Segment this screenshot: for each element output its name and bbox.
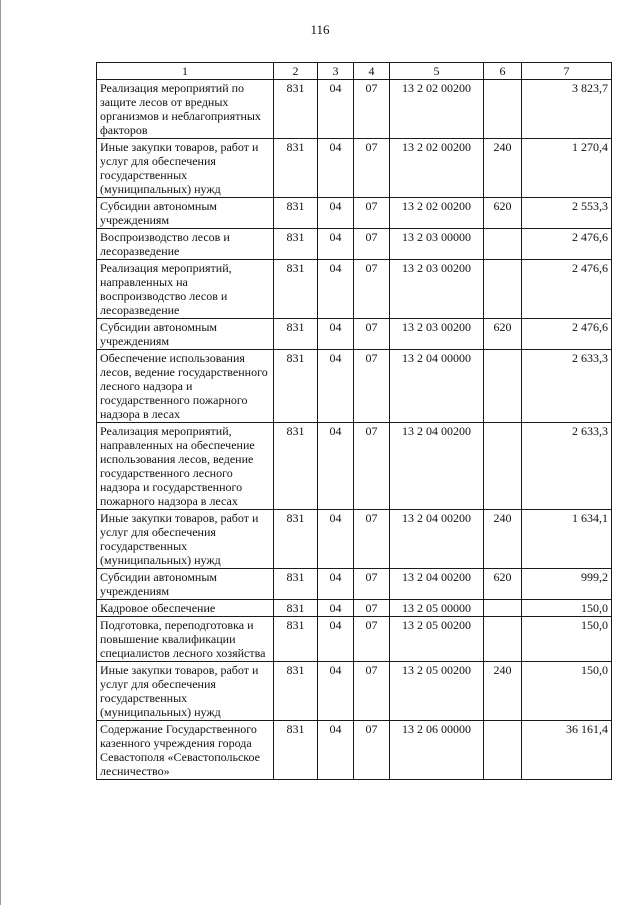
amount-cell: 1 270,4: [522, 139, 612, 198]
amount-cell: 2 553,3: [522, 198, 612, 229]
ministry-code-cell: 831: [274, 139, 318, 198]
table-body: [97, 80, 612, 780]
subsection-code-cell: 07: [354, 662, 390, 721]
column-header-7: 7: [522, 63, 612, 80]
target-article-cell: 13 2 02 00200: [390, 198, 484, 229]
ministry-code-cell: 831: [274, 662, 318, 721]
amount-cell: 1 634,1: [522, 510, 612, 569]
table-row: [97, 198, 612, 229]
expense-type-cell: [484, 423, 522, 510]
row-name-cell: Обеспечение использования лесов, ведение государственного лесного надзора и государственного пожарного надзора в лесах: [97, 350, 274, 423]
section-code-cell: 04: [318, 617, 354, 662]
table-row: [97, 423, 612, 510]
section-code-cell: 04: [318, 229, 354, 260]
budget-table: [96, 62, 612, 780]
ministry-code-cell: 831: [274, 350, 318, 423]
section-code-cell: 04: [318, 569, 354, 600]
amount-cell: 3 823,7: [522, 80, 612, 139]
amount-cell: 36 161,4: [522, 721, 612, 780]
ministry-code-cell: 831: [274, 198, 318, 229]
subsection-code-cell: 07: [354, 600, 390, 617]
expense-type-cell: [484, 721, 522, 780]
section-code-cell: 04: [318, 350, 354, 423]
amount-cell: 999,2: [522, 569, 612, 600]
subsection-code-cell: 07: [354, 569, 390, 600]
row-name-cell: Субсидии автономным учреждениям: [97, 198, 274, 229]
target-article-cell: 13 2 04 00200: [390, 423, 484, 510]
expense-type-cell: [484, 80, 522, 139]
target-article-cell: 13 2 03 00200: [390, 319, 484, 350]
amount-cell: 2 633,3: [522, 350, 612, 423]
table-row: [97, 600, 612, 617]
table-row: [97, 80, 612, 139]
section-code-cell: 04: [318, 662, 354, 721]
subsection-code-cell: 07: [354, 198, 390, 229]
expense-type-cell: 240: [484, 662, 522, 721]
page-edge-line: [0, 0, 1, 905]
ministry-code-cell: 831: [274, 721, 318, 780]
subsection-code-cell: 07: [354, 423, 390, 510]
column-header-5: 5: [390, 63, 484, 80]
section-code-cell: 04: [318, 80, 354, 139]
section-code-cell: 04: [318, 423, 354, 510]
expense-type-cell: 620: [484, 569, 522, 600]
table-row: [97, 229, 612, 260]
subsection-code-cell: 07: [354, 319, 390, 350]
ministry-code-cell: 831: [274, 260, 318, 319]
ministry-code-cell: 831: [274, 423, 318, 510]
expense-type-cell: 240: [484, 510, 522, 569]
amount-cell: 2 633,3: [522, 423, 612, 510]
table-row: [97, 510, 612, 569]
ministry-code-cell: 831: [274, 510, 318, 569]
subsection-code-cell: 07: [354, 229, 390, 260]
row-name-cell: Иные закупки товаров, работ и услуг для обеспечения государственных (муниципальных) нужд: [97, 662, 274, 721]
row-name-cell: Подготовка, переподготовка и повышение квалификации специалистов лесного хозяйства: [97, 617, 274, 662]
amount-cell: 150,0: [522, 600, 612, 617]
expense-type-cell: 620: [484, 319, 522, 350]
section-code-cell: 04: [318, 600, 354, 617]
subsection-code-cell: 07: [354, 510, 390, 569]
table-row: [97, 350, 612, 423]
subsection-code-cell: 07: [354, 350, 390, 423]
table-row: [97, 139, 612, 198]
target-article-cell: 13 2 05 00200: [390, 617, 484, 662]
section-code-cell: 04: [318, 721, 354, 780]
ministry-code-cell: 831: [274, 600, 318, 617]
section-code-cell: 04: [318, 198, 354, 229]
section-code-cell: 04: [318, 510, 354, 569]
subsection-code-cell: 07: [354, 617, 390, 662]
ministry-code-cell: 831: [274, 229, 318, 260]
section-code-cell: 04: [318, 139, 354, 198]
target-article-cell: 13 2 05 00200: [390, 662, 484, 721]
target-article-cell: 13 2 04 00000: [390, 350, 484, 423]
column-header-4: 4: [354, 63, 390, 80]
target-article-cell: 13 2 03 00000: [390, 229, 484, 260]
table-row: [97, 662, 612, 721]
table-row: [97, 569, 612, 600]
amount-cell: 150,0: [522, 662, 612, 721]
expense-type-cell: [484, 600, 522, 617]
target-article-cell: 13 2 03 00200: [390, 260, 484, 319]
row-name-cell: Субсидии автономным учреждениям: [97, 569, 274, 600]
row-name-cell: Реализация мероприятий по защите лесов от вредных организмов и неблагоприятных факторов: [97, 80, 274, 139]
row-name-cell: Иные закупки товаров, работ и услуг для обеспечения государственных (муниципальных) нужд: [97, 510, 274, 569]
expense-type-cell: [484, 260, 522, 319]
section-code-cell: 04: [318, 260, 354, 319]
section-code-cell: 04: [318, 319, 354, 350]
target-article-cell: 13 2 02 00200: [390, 139, 484, 198]
expense-type-cell: 240: [484, 139, 522, 198]
amount-cell: 2 476,6: [522, 229, 612, 260]
row-name-cell: Кадровое обеспечение: [97, 600, 274, 617]
target-article-cell: 13 2 06 00000: [390, 721, 484, 780]
expense-type-cell: [484, 617, 522, 662]
subsection-code-cell: 07: [354, 260, 390, 319]
expense-type-cell: 620: [484, 198, 522, 229]
subsection-code-cell: 07: [354, 80, 390, 139]
row-name-cell: Субсидии автономным учреждениям: [97, 319, 274, 350]
row-name-cell: Содержание Государственного казенного учреждения города Севастополя «Севастопольское лесничество»: [97, 721, 274, 780]
column-header-3: 3: [318, 63, 354, 80]
ministry-code-cell: 831: [274, 569, 318, 600]
target-article-cell: 13 2 02 00200: [390, 80, 484, 139]
amount-cell: 150,0: [522, 617, 612, 662]
ministry-code-cell: 831: [274, 319, 318, 350]
table-row: [97, 260, 612, 319]
table-row: [97, 319, 612, 350]
page-number: 116: [310, 22, 330, 37]
row-name-cell: Воспроизводство лесов и лесоразведение: [97, 229, 274, 260]
column-header-1: 1: [97, 63, 274, 80]
amount-cell: 2 476,6: [522, 260, 612, 319]
row-name-cell: Реализация мероприятий, направленных на обеспечение использования лесов, ведение государственного лесного надзора и государственного пожарного надзора в лесах: [97, 423, 274, 510]
ministry-code-cell: 831: [274, 617, 318, 662]
target-article-cell: 13 2 04 00200: [390, 510, 484, 569]
ministry-code-cell: 831: [274, 80, 318, 139]
table-row: [97, 617, 612, 662]
amount-cell: 2 476,6: [522, 319, 612, 350]
subsection-code-cell: 07: [354, 139, 390, 198]
row-name-cell: Иные закупки товаров, работ и услуг для обеспечения государственных (муниципальных) нужд: [97, 139, 274, 198]
column-header-2: 2: [274, 63, 318, 80]
expense-type-cell: [484, 350, 522, 423]
subsection-code-cell: 07: [354, 721, 390, 780]
target-article-cell: 13 2 05 00000: [390, 600, 484, 617]
table-row: [97, 721, 612, 780]
header-row: [97, 63, 612, 80]
target-article-cell: 13 2 04 00200: [390, 569, 484, 600]
row-name-cell: Реализация мероприятий, направленных на воспроизводство лесов и лесоразведение: [97, 260, 274, 319]
expense-type-cell: [484, 229, 522, 260]
column-header-6: 6: [484, 63, 522, 80]
